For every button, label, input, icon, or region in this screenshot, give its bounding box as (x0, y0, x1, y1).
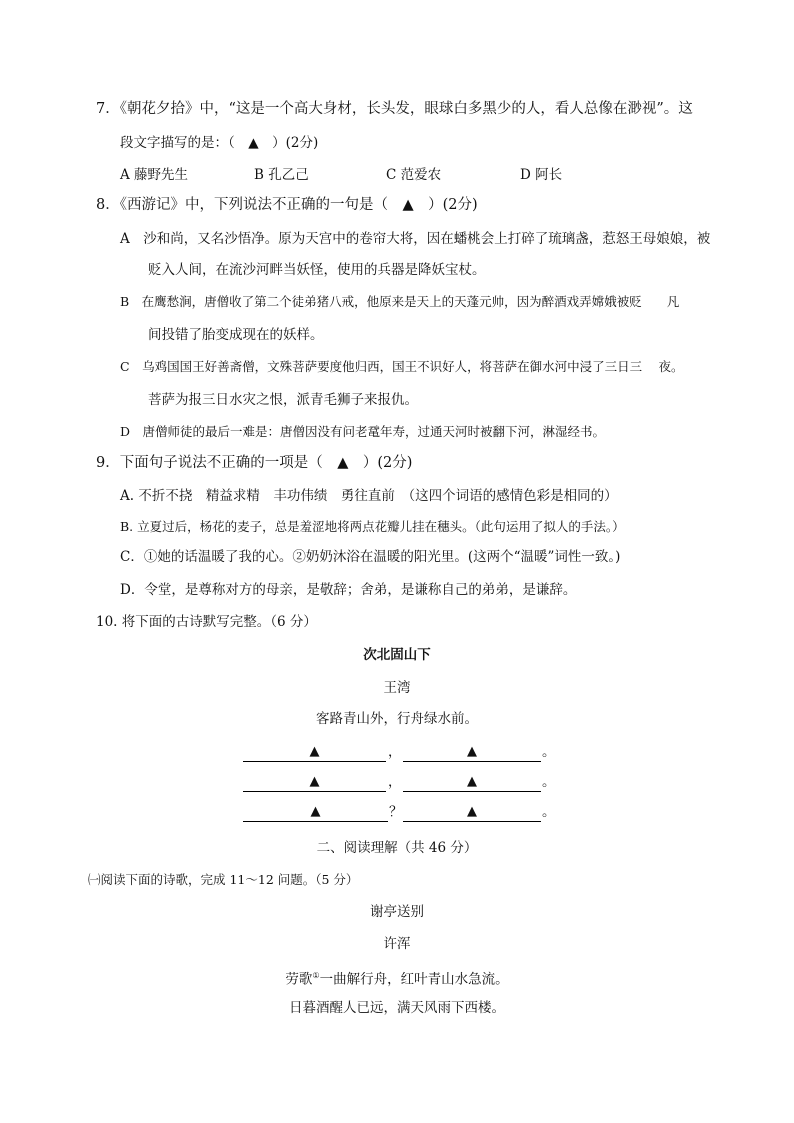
poem2-line1-start: 劳歌 (285, 971, 313, 988)
fill-blank[interactable]: ▲ (243, 742, 386, 762)
poem1-line1: 客路青山外，行舟绿水前。 (316, 711, 478, 727)
q10-stem: 10. 将下面的古诗默写完整。（6 分） (96, 614, 317, 630)
q7-option-b: B 孔乙己 (254, 167, 309, 183)
fill-blank[interactable]: ▲ (403, 802, 541, 822)
blank-punct-end: 。 (542, 804, 556, 820)
poem2-author: 许浑 (383, 936, 411, 952)
q8-option-b-line2: 间投错了胎变成现在的妖样。 (148, 327, 324, 343)
fill-blank-row (0, 772, 794, 794)
blank-punct-end: 。 (542, 744, 556, 760)
fill-blank[interactable]: ▲ (403, 772, 541, 792)
footnote-marker: ① (312, 971, 320, 980)
section-title: 二、阅读理解（共 46 分） (316, 840, 478, 856)
q8-option-a-line1: A 沙和尚，又名沙悟净。原为天宫中的卷帘大将，因在蟠桃会上打碎了琉璃盏，惹怒王母娘娘，被 (120, 231, 711, 247)
q8-option-d: D 唐僧师徒的最后一难是：唐僧因没有问老鼋年寿，过通天河时被翻下河，淋湿经书。 (120, 424, 606, 439)
poem2-line1-rest: 一曲解行舟，红叶青山水急流。 (319, 971, 509, 988)
q8-stem: 8．《西游记》中，下列说法不正确的一句是（ ▲ ）(2分) (96, 197, 478, 213)
q8-option-b-line1: B 在鹰愁涧，唐僧收了第二个徒弟猪八戒，他原来是天上的天蓬元帅，因为醉酒戏弄嫦娥被贬 凡 (120, 294, 680, 309)
q7-option-d: D 阿长 (520, 167, 563, 183)
poem2-line1 (0, 966, 794, 990)
q8-option-c-line1: C 乌鸡国国王好善斋僧，文殊菩萨要度他归西，国王不识好人，将菩萨在御水河中浸了三日三 夜。 (120, 359, 684, 374)
blank-punct-mid: ？ (389, 804, 403, 820)
blank-punct-end: 。 (542, 774, 556, 790)
q9-option-d: D．令堂，是尊称对方的母亲，是敬辞；舍弟，是谦称自己的弟弟，是谦辞。 (120, 582, 577, 598)
q8-option-a-line2: 贬入人间，在流沙河畔当妖怪，使用的兵器是降妖宝杖。 (148, 262, 486, 278)
blank-punct-mid: ， (388, 744, 402, 760)
blank-punct-mid: ， (388, 774, 402, 790)
q7-option-a: A 藤野先生 (120, 167, 189, 183)
q9-stem: 9．下面句子说法不正确的一项是（ ▲ ）(2分) (96, 455, 413, 471)
q7-option-c: C 范爱农 (386, 167, 442, 183)
fill-blank-row (0, 802, 794, 824)
q8-option-c-line2: 菩萨为报三日水灾之恨，派青毛狮子来报仇。 (148, 392, 418, 408)
q7-options (120, 165, 720, 185)
q9-option-a: A. 不折不挠 精益求精 丰功伟绩 勇往直前 （这四个词语的感情色彩是相同的） (120, 488, 618, 504)
fill-blank[interactable]: ▲ (243, 802, 388, 822)
q7-line1: 7．《朝花夕拾》中，“这是一个高大身材，长头发，眼球白多黑少的人，看人总像在渺视”。这 (96, 101, 693, 117)
q7-line2: 段文字描写的是：（ ▲ ）(2分) (120, 135, 319, 151)
poem1-author: 王湾 (383, 680, 411, 696)
poem2-title: 谢亭送别 (370, 904, 424, 920)
fill-blank[interactable]: ▲ (243, 772, 386, 792)
q9-option-c: C．①她的话温暖了我的心。②奶奶沐浴在温暖的阳光里。(这两个“温暖”词性一致。) (120, 549, 621, 565)
section-instruction: ㈠阅读下面的诗歌，完成 11～12 问题。（5 分） (88, 872, 359, 887)
q9-option-b: B. 立夏过后，杨花的麦子，总是羞涩地将两点花瓣儿挂在穗头。（此句运用了拟人的手法。） (120, 519, 625, 534)
fill-blank-row (0, 742, 794, 764)
fill-blank[interactable]: ▲ (403, 742, 541, 762)
poem1-title: 次北固山下 (363, 647, 431, 663)
poem2-line2: 日暮酒醒人已远，满天风雨下西楼。 (289, 1000, 505, 1016)
